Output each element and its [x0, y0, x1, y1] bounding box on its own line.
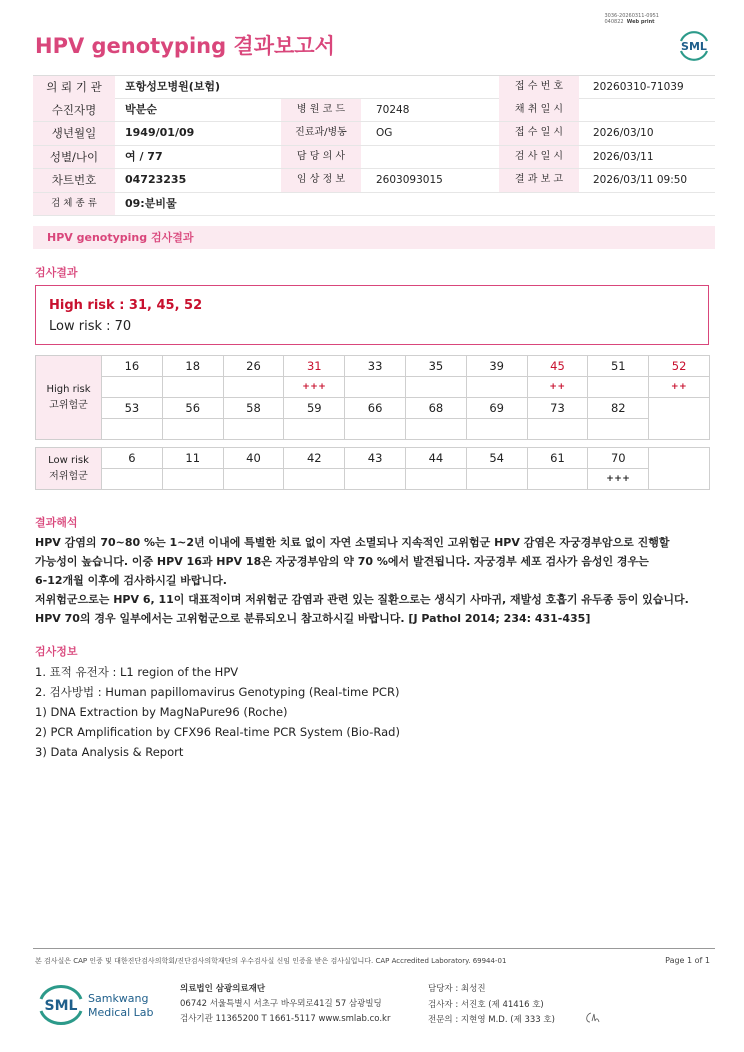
page-number: Page 1 of 1 [665, 956, 710, 965]
info-value: 포항성모병원(보험) [125, 80, 221, 93]
genotype-type-cell: 52 [649, 356, 710, 377]
result-heading: 검사결과 [35, 266, 78, 279]
genotype-result-cell [588, 377, 649, 398]
info-row [33, 75, 715, 99]
info-value: 2026/03/10 [593, 127, 654, 139]
info-label: 수진자명 [33, 99, 115, 122]
info-label: 검 사 일 시 [499, 146, 579, 169]
report-code-line1: 3036-20260311-0951 [604, 13, 659, 19]
info-value: 09:분비물 [125, 196, 177, 210]
info-value: 20260310-71039 [593, 81, 684, 93]
genotype-result-cell [162, 377, 223, 398]
signature-icon [583, 1010, 603, 1026]
report-code-line2: 040822 [604, 19, 624, 25]
low-risk-row-marks [36, 469, 710, 490]
info-label: 담 당 의 사 [281, 146, 361, 169]
info-value: 여 / 77 [125, 149, 163, 163]
genotype-type-cell: 11 [162, 448, 223, 469]
info-label: 차트번호 [33, 169, 115, 192]
info-row [33, 146, 715, 170]
info-label: 병 원 코 드 [281, 99, 361, 122]
genotype-result-cell [466, 377, 527, 398]
method-item: 3) Data Analysis & Report [35, 745, 184, 759]
genotype-type-cell: 53 [102, 398, 163, 419]
info-value: 박분순 [125, 102, 157, 116]
genotype-type-cell: 73 [527, 398, 588, 419]
genotype-result-cell: ++ [527, 377, 588, 398]
method-item: 2. 검사방법 : Human papillomavirus Genotyping (Real-time PCR) [35, 685, 400, 699]
genotype-type-cell: 33 [345, 356, 406, 377]
genotype-type-cell: 59 [284, 398, 345, 419]
org-address: 06742 서울특별시 서초구 바우뫼로41길 57 삼광빌딩 [180, 999, 382, 1009]
info-label: 성별/나이 [33, 146, 115, 169]
genotype-result-cell [527, 419, 588, 440]
genotype-type-cell: 18 [162, 356, 223, 377]
info-label: 임 상 정 보 [281, 169, 361, 192]
info-label: 진료과/병동 [281, 122, 361, 145]
high-risk-row2-types [36, 398, 710, 419]
result-high-risk: High risk : 31, 45, 52 [49, 298, 203, 313]
accreditation-note: 본 검사실은 CAP 인증 및 대한진단검사의학회/진단검사의학재단의 우수검사실 신임 인증을 받은 검사실입니다. CAP Accredited Laboratory. 69944-01 [35, 957, 507, 965]
sml-logo-text: SML [681, 40, 707, 53]
genotype-result-cell [102, 419, 163, 440]
staff-line: 담당자 : 최성진 [428, 984, 486, 994]
info-label: 검 체 종 류 [33, 193, 115, 216]
web-print-label: Web print [626, 19, 655, 25]
staff-line: 검사자 : 서진호 (제 41416 호) [428, 999, 544, 1010]
high-risk-table [35, 355, 710, 440]
empty-cell [649, 398, 710, 440]
info-row [33, 99, 715, 123]
genotype-type-cell: 45 [527, 356, 588, 377]
genotype-result-cell [345, 469, 406, 490]
info-label: 접 수 번 호 [499, 76, 579, 99]
svg-text:SML: SML [44, 998, 78, 1014]
genotype-result-cell [345, 419, 406, 440]
genotype-type-cell: 58 [223, 398, 284, 419]
high-risk-label: High risk 고위험군 [36, 356, 102, 440]
genotype-type-cell: 68 [405, 398, 466, 419]
info-value: OG [376, 127, 393, 139]
info-label: 의 뢰 기 관 [33, 76, 115, 99]
organization-info [180, 982, 390, 1027]
genotype-type-cell: 51 [588, 356, 649, 377]
genotype-type-cell: 54 [466, 448, 527, 469]
sml-logo-icon [676, 27, 712, 63]
samkwang-logo-icon [38, 982, 158, 1026]
patient-info-table [33, 75, 715, 216]
empty-cell [649, 448, 710, 490]
genotype-result-cell [284, 419, 345, 440]
genotype-type-cell: 16 [102, 356, 163, 377]
info-label: 접 수 일 시 [499, 122, 579, 145]
low-risk-table [35, 447, 710, 490]
info-row [33, 193, 715, 217]
genotype-result-cell [162, 419, 223, 440]
section-title-bar: HPV genotyping 검사결과 [33, 226, 715, 249]
method-item: 2) PCR Amplification by CFX96 Real-time PCR System (Bio-Rad) [35, 725, 400, 739]
info-value: 1949/01/09 [125, 126, 195, 139]
info-label: 생년월일 [33, 122, 115, 145]
genotype-type-cell: 35 [405, 356, 466, 377]
genotype-result-cell [405, 377, 466, 398]
genotype-type-cell: 66 [345, 398, 406, 419]
staff-line: 전문의 : 지현영 M.D. (제 333 호) [428, 1015, 555, 1025]
info-row [33, 122, 715, 146]
genotype-result-cell: +++ [284, 377, 345, 398]
genotype-type-cell: 61 [527, 448, 588, 469]
genotype-result-cell [405, 469, 466, 490]
genotype-result-cell [162, 469, 223, 490]
page-title: HPV genotyping 결과보고서 [35, 34, 335, 58]
low-risk-row-types [36, 448, 710, 469]
genotype-type-cell: 31 [284, 356, 345, 377]
genotype-result-cell [466, 419, 527, 440]
result-low-risk: Low risk : 70 [49, 319, 132, 334]
genotype-type-cell: 43 [345, 448, 406, 469]
info-label: 채 취 일 시 [499, 99, 579, 122]
high-risk-row1-types [36, 356, 710, 377]
method-list [35, 662, 400, 762]
staff-info [428, 982, 555, 1029]
interpretation-text: HPV 감염의 70~80 %는 1~2년 이내에 특별한 치료 없이 자연 소멸되나 지속적인 고위험군 HPV 감염은 자궁경부암으로 진행할 가능성이 높습니다. 이중 HPV 16과 HPV 18은 자궁경부암의 약 70 %에서 발견됩니다. 자궁경부 세포 검사가 음성인 경우는 6-12개월 이후에 검사하시길 바랍니다. 저위험군으로는 HPV 6, 11이 대표적이며 저위험군 감염과 관련 있는 질환으로는 생식기 사마귀, 재발성 호흡기 유두종 등이 있습니다. HPV 70의 경우 일부에서는 고위험군으로 분류되오니 참고하시길 바랍니다. [J Pathol 2014; 234: 431-435] [35, 536, 689, 625]
genotype-type-cell: 42 [284, 448, 345, 469]
info-value: 2026/03/11 [593, 150, 654, 163]
genotype-type-cell: 56 [162, 398, 223, 419]
genotype-result-cell [588, 419, 649, 440]
genotype-result-cell: ++ [649, 377, 710, 398]
genotype-result-cell [223, 377, 284, 398]
genotype-type-cell: 44 [405, 448, 466, 469]
info-value: 2026/03/11 09:50 [593, 174, 688, 186]
genotype-type-cell: 6 [102, 448, 163, 469]
genotype-type-cell: 40 [223, 448, 284, 469]
info-value: 2603093015 [376, 174, 443, 186]
interpretation-heading: 결과해석 [35, 516, 78, 529]
result-summary-box [35, 285, 709, 345]
svg-text:Samkwang: Samkwang [88, 992, 149, 1005]
genotype-result-cell [223, 469, 284, 490]
high-risk-row2-marks [36, 419, 710, 440]
method-item: 1) DNA Extraction by MagNaPure96 (Roche) [35, 705, 288, 719]
method-item: 1. 표적 유전자 : L1 region of the HPV [35, 665, 239, 679]
method-heading: 검사정보 [35, 645, 78, 658]
genotype-type-cell: 82 [588, 398, 649, 419]
genotype-type-cell: 69 [466, 398, 527, 419]
genotype-type-cell: 70 [588, 448, 649, 469]
svg-text:Medical Lab: Medical Lab [88, 1006, 154, 1019]
genotype-result-cell [102, 377, 163, 398]
footer-divider [33, 948, 715, 949]
genotype-type-cell: 39 [466, 356, 527, 377]
genotype-result-cell [466, 469, 527, 490]
genotype-result-cell [284, 469, 345, 490]
org-contact: 검사기관 11365200 T 1661-5117 www.smlab.co.kr [180, 1014, 391, 1024]
low-risk-label: Low risk 저위험군 [36, 448, 102, 490]
report-code [604, 13, 659, 25]
genotype-result-cell: +++ [588, 469, 649, 490]
info-value: 04723235 [125, 173, 187, 186]
genotype-result-cell [345, 377, 406, 398]
genotype-result-cell [102, 469, 163, 490]
genotype-type-cell: 26 [223, 356, 284, 377]
genotype-result-cell [223, 419, 284, 440]
high-risk-row1-marks [36, 377, 710, 398]
genotype-result-cell [405, 419, 466, 440]
info-row [33, 169, 715, 193]
genotype-result-cell [527, 469, 588, 490]
org-name: 의료법인 삼광의료재단 [180, 984, 266, 994]
info-label: 결 과 보 고 [499, 169, 579, 192]
info-value: 70248 [376, 103, 410, 116]
